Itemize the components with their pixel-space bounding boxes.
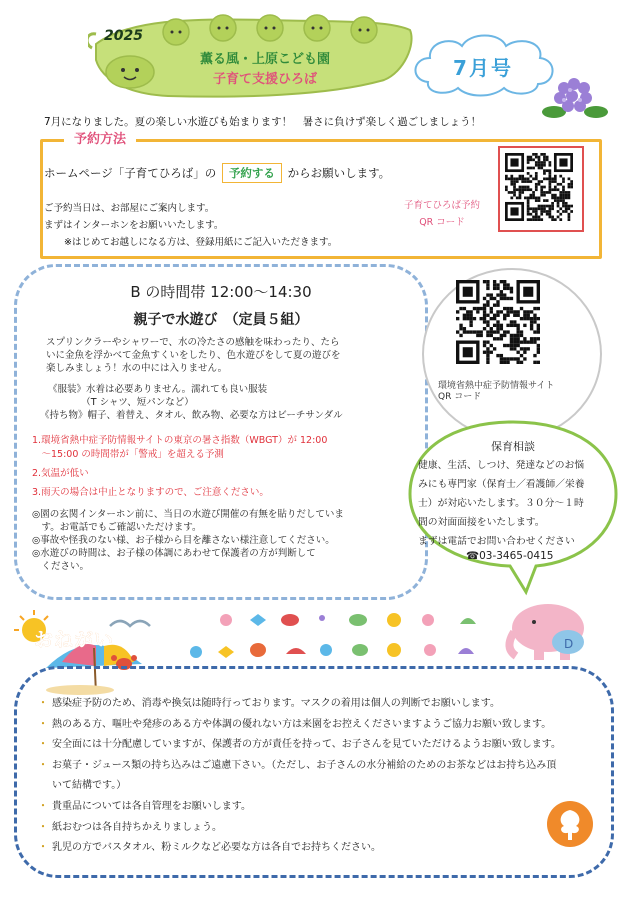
- notice-line: ◎水遊びの時間は、お子様の体調にあわせて保護者の方が判断して: [32, 548, 316, 559]
- reservation-qr-label: [392, 197, 492, 231]
- notices: [32, 508, 392, 573]
- heat-qr-label-line: QR コード: [438, 392, 482, 402]
- notice-line: ◎事故や怪我のない様、お子様から目を離さない様注意してください。: [32, 535, 335, 546]
- seagull-icon: [110, 621, 150, 626]
- beach-icons-row-1: [220, 613, 476, 627]
- notice-line: ください。: [32, 561, 90, 572]
- request-text: お菓子・ジュース類の持ち込みはご遠慮下さい。（ただし、お子さんの水分補給のためのお茶などはお持ち込み頂: [52, 759, 557, 771]
- warning-line: 1.環境省熱中症予防情報サイトの東京の暑さ指数（WBGT）が 12:00: [32, 435, 328, 446]
- newsletter-subtitle: 子育て支援ひろば: [212, 72, 317, 87]
- water-play-description: [46, 336, 376, 375]
- consultation-line: 健康、生活、しつけ、発達などのお悩: [418, 460, 585, 471]
- time-b-title: B の時間帯 12:00～14:30: [130, 283, 312, 301]
- description-line: 楽しみましょう！水の中には入りません。: [46, 363, 228, 374]
- list-item: [38, 838, 598, 859]
- baby-elephant-icon: [552, 630, 584, 654]
- reservation-qr-label-line: 子育てひろば予約: [403, 200, 480, 211]
- warning-line: 3.雨天の場合は中止となりますので、ご注意ください。: [32, 487, 269, 498]
- reservation-note: ご予約当日は、お部屋にご案内します。: [44, 203, 215, 214]
- bullet-icon: ・: [38, 842, 48, 854]
- request-text: 安全面には十分配慮していますが、保護者の方が責任を持って、お子さんを見ていただけるようお願い致します。: [52, 739, 561, 751]
- request-text: 感染症予防のため、消毒や換気は随時行っております。マスクの着用は個人の判断でお願いします。: [52, 698, 500, 709]
- consultation-line: 士）が対応いたします。３０分～１時: [418, 498, 584, 509]
- reservation-note: まずはインターホンをお願いいたします。: [44, 220, 224, 231]
- heat-info-qr-code[interactable]: [456, 280, 540, 364]
- warning-line: ～15:00 の時間帯が「警戒」を超える予測: [32, 449, 224, 460]
- intro-text: 7月になりました。夏の楽しい水遊びも始まります！ 暑さに負けず楽しく過ごしましょう！: [44, 116, 482, 128]
- bullet-icon: ・: [38, 718, 48, 730]
- reservation-instruction: [44, 163, 390, 183]
- warning-line: 2.気温が低い: [32, 468, 89, 479]
- request-text: 貴重品については各自管理をお願いします。: [52, 800, 251, 812]
- clothes-info: [48, 383, 378, 409]
- time-b-subtitle: 親子で水遊び （定員５組）: [133, 312, 309, 328]
- reservation-line-prefix: ホームページ「子育てひろば」の: [44, 166, 217, 180]
- request-text: いて結構です。）: [52, 780, 127, 792]
- hydrangea-icon: [540, 74, 610, 120]
- reservation-qr-label-line: QR コード: [419, 217, 465, 228]
- reservation-line-suffix: からお願いします。: [287, 166, 391, 180]
- list-item: [38, 694, 598, 715]
- onegai-label: おねがい: [34, 629, 115, 651]
- consultation-body: [418, 456, 604, 551]
- list-item: [38, 715, 598, 736]
- facility-name: 薫る風・上原こども園: [199, 52, 330, 67]
- reserve-button-label: 予約する: [222, 163, 282, 183]
- bullet-icon: ・: [38, 759, 48, 771]
- bullet-icon: ・: [38, 698, 48, 709]
- kindergarten-logo-icon: [546, 800, 594, 848]
- request-text: 熱のある方、嘔吐や発疹のある方や体調の優れない方は来園をお控えくださいますようご協力お願い致します。: [52, 718, 552, 730]
- list-item: [38, 735, 598, 756]
- bullet-icon: ・: [38, 821, 48, 833]
- consultation-line: 間の対面面接をいたします。: [418, 517, 545, 528]
- cancel-conditions: [32, 434, 392, 500]
- heat-qr-label-line: 環境省熱中症予防情報サイト: [438, 381, 555, 391]
- clothes-line: （T シャツ、短パンなど）: [48, 397, 194, 408]
- consultation-title: 保育相談: [491, 440, 535, 453]
- beach-icons-row-2: [190, 643, 474, 658]
- consultation-line: まずは電話でお問い合わせください: [418, 536, 575, 547]
- notice-line: す。お電話でもご確認いただけます。: [32, 522, 202, 533]
- list-item: [38, 776, 598, 797]
- heat-qr-label: [438, 381, 554, 403]
- reservation-note: ※はじめてお越しになる方は、登録用紙にご記入いただきます。: [64, 237, 338, 248]
- reservation-qr-code[interactable]: [505, 153, 573, 221]
- items-info: 《持ち物》帽子、着替え、タオル、飲み物、必要な方はビーチサンダル: [40, 410, 343, 421]
- consultation-line: みにも専門家（保育士／看護師／栄養: [418, 479, 585, 490]
- request-text: 紙おむつは各自持ちかえりましょう。: [52, 821, 222, 833]
- request-text: 乳児の方でバスタオル、粉ミルクなど必要な方は各自でお持ちください。: [52, 842, 381, 854]
- requests-list: [38, 694, 598, 859]
- reservation-heading: 予約方法: [64, 128, 136, 147]
- list-item: [38, 797, 598, 818]
- clothes-line: 《服装》水着は必要ありません。濡れても良い服装: [48, 384, 268, 395]
- bullet-icon: ・: [38, 739, 48, 751]
- description-line: いに金魚を浮かべて金魚すくいをしたり、色水遊びをして夏の遊びを: [46, 350, 341, 361]
- list-item: [38, 756, 598, 777]
- list-item: [38, 818, 598, 839]
- phone-number[interactable]: ☎03-3465-0415: [466, 550, 554, 562]
- svg-text:D: D: [564, 637, 574, 651]
- bullet-icon: ・: [38, 800, 48, 812]
- notice-line: ◎園の玄関インターホン前に、当日の水遊び開催の有無を貼りだしていま: [32, 509, 344, 520]
- month-title: 7月号: [453, 56, 513, 80]
- year-label: 2025: [104, 28, 143, 44]
- description-line: スプリンクラーやシャワーで、水の冷たさの感触を味わったり、たら: [46, 337, 340, 348]
